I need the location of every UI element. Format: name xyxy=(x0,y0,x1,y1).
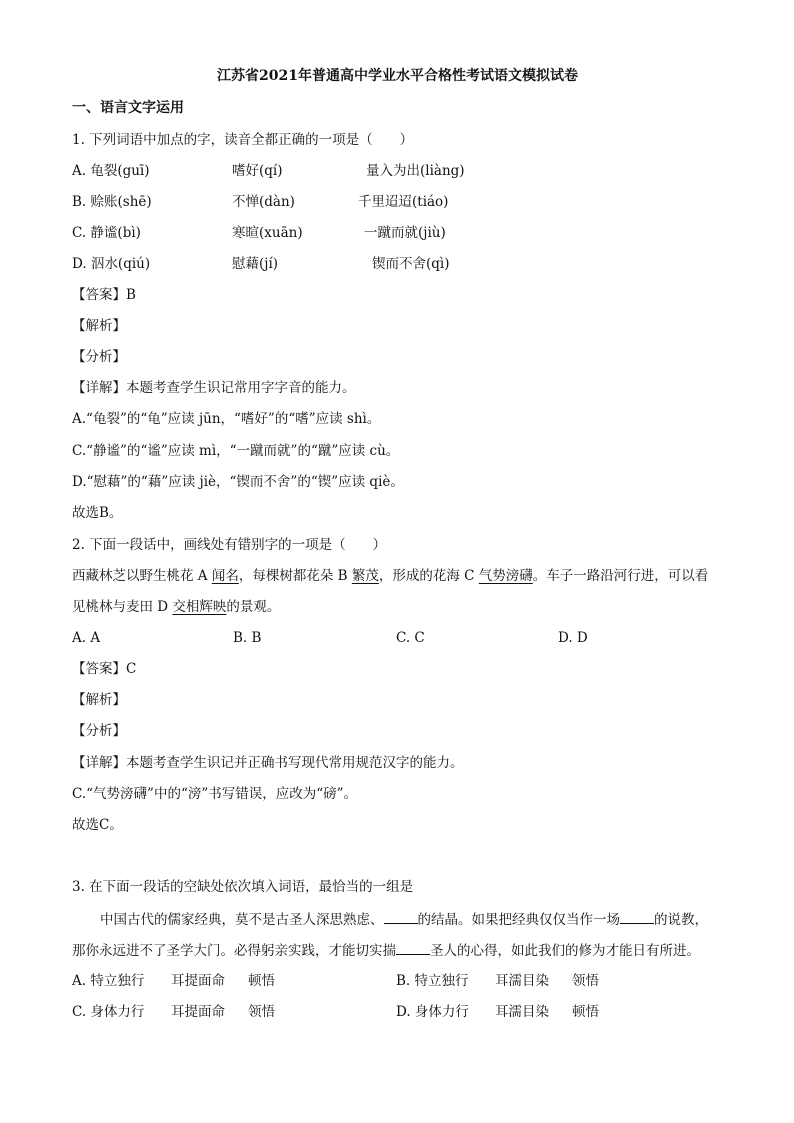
q1-jiexi: 【解析】 xyxy=(72,318,126,334)
q3-option-c-2: 耳提面命 xyxy=(171,1004,225,1020)
q2-text: 西藏林芝以野生桃花 A xyxy=(72,568,212,584)
q2-underline-b: 繁茂 xyxy=(351,568,379,584)
q3-option-c-3: 领悟 xyxy=(248,1004,275,1020)
q1-answer: 【答案】B xyxy=(72,287,136,303)
q3-blank-2[interactable] xyxy=(620,909,654,924)
q3-stem: 3. 在下面一段话的空缺处依次填入词语，最恰当的一组是 xyxy=(72,879,414,895)
q2-option-a: A. A xyxy=(72,630,101,646)
q1-option-b-3: 千里迢迢(tiáo) xyxy=(358,194,449,210)
q1-option-c-1: C. 静谧(bì) xyxy=(72,225,141,241)
q1-explain-d: D.“慰藉”的“藉”应读 jiè，“锲而不舍”的“锲”应读 qiè。 xyxy=(72,474,404,490)
q1-option-d-1: D. 泅水(qiú) xyxy=(72,256,151,272)
q3-text: 的说教， xyxy=(654,912,708,928)
q2-answer: 【答案】C xyxy=(72,661,137,677)
q1-option-b-2: 不惮(dàn) xyxy=(232,194,295,210)
q2-fenxi: 【分析】 xyxy=(72,723,126,739)
q1-option-c-3: 一蹴而就(jiù) xyxy=(364,225,446,241)
q2-conclusion: 故选C。 xyxy=(72,817,123,833)
q1-conclusion: 故选B。 xyxy=(72,505,123,521)
q2-text: 的景观。 xyxy=(226,599,281,615)
q3-text: 中国古代的儒家经典，莫不是古圣人深思熟虑、 xyxy=(100,912,384,928)
q2-detail: 【详解】本题考查学生识记并正确书写现代常用规范汉字的能力。 xyxy=(72,755,464,771)
q3-option-d-2: 耳濡目染 xyxy=(495,1004,549,1020)
q3-text: 圣人的心得，如此我们的修为才能日有所进。 xyxy=(430,943,700,959)
section-heading: 一、语言文字运用 xyxy=(72,100,184,116)
q2-passage-line-1 xyxy=(72,566,708,586)
q3-option-b-1: B. 特立独行 xyxy=(396,973,469,989)
q1-stem: 1. 下列词语中加点的字，读音全都正确的一项是（ ） xyxy=(72,132,414,148)
q2-passage-line-2 xyxy=(72,597,280,617)
q3-option-c-1: C. 身体力行 xyxy=(72,1004,145,1020)
q2-text: ，每棵树都花朵 B xyxy=(238,568,352,584)
q1-option-a-1: A. 龟裂(guī) xyxy=(72,163,150,179)
q3-passage-line-2 xyxy=(72,940,700,961)
q1-explain-c: C.“静谧”的“谧”应读 mì，“一蹴而就”的“蹴”应读 cù。 xyxy=(72,443,400,459)
q2-text: 。车子一路沿河行进，可以看 xyxy=(532,568,709,584)
q1-option-d-3: 锲而不舍(qì) xyxy=(372,256,450,272)
page-title: 江苏省2021年普通高中学业水平合格性考试语文模拟试卷 xyxy=(217,68,578,84)
q2-jiexi: 【解析】 xyxy=(72,692,126,708)
q2-explain: C.“气势滂礴”中的“滂”书写错误，应改为“磅”。 xyxy=(72,786,358,802)
q2-stem: 2. 下面一段话中，画线处有错别字的一项是（ ） xyxy=(72,537,387,553)
q3-option-d-3: 顿悟 xyxy=(572,1004,599,1020)
q1-option-c-2: 寒暄(xuān) xyxy=(232,225,303,241)
q2-option-b: B. B xyxy=(233,630,262,646)
q2-underline-d: 交相辉映 xyxy=(172,599,227,615)
q1-detail: 【详解】本题考查学生识记常用字字音的能力。 xyxy=(72,380,356,396)
q3-passage-line-1 xyxy=(100,909,708,930)
q3-option-d-1: D. 身体力行 xyxy=(396,1004,469,1020)
q1-explain-a: A.“龟裂”的“龟”应读 jūn，“嗜好”的“嗜”应读 shì。 xyxy=(72,411,381,427)
q2-option-c: C. C xyxy=(396,630,425,646)
q2-text: ，形成的花海 C xyxy=(378,568,479,584)
q3-text: 的结晶。如果把经典仅仅当作一场 xyxy=(417,912,620,928)
q3-text: 那你永远进不了圣学大门。必得躬亲实践，才能切实揣 xyxy=(72,943,396,959)
q1-option-a-3: 量入为出(liàng) xyxy=(366,163,465,179)
q2-text: 见桃林与麦田 D xyxy=(72,599,173,615)
q3-option-a-1: A. 特立独行 xyxy=(72,973,145,989)
q1-option-b-1: B. 赊账(shē) xyxy=(72,194,152,210)
q3-blank-1[interactable] xyxy=(384,909,418,924)
q3-option-a-3: 顿悟 xyxy=(248,973,275,989)
q1-option-d-2: 慰藉(jí) xyxy=(232,256,279,272)
q2-underline-c: 气势滂礴 xyxy=(478,568,533,584)
q3-option-b-2: 耳濡目染 xyxy=(495,973,549,989)
q2-underline-a: 闻名 xyxy=(211,568,239,584)
q3-blank-3[interactable] xyxy=(396,940,430,955)
q2-option-d: D. D xyxy=(558,630,588,646)
q1-option-a-2: 嗜好(qí) xyxy=(232,163,283,179)
q1-fenxi: 【分析】 xyxy=(72,349,126,365)
q3-option-a-2: 耳提面命 xyxy=(171,973,225,989)
q3-option-b-3: 领悟 xyxy=(572,973,599,989)
